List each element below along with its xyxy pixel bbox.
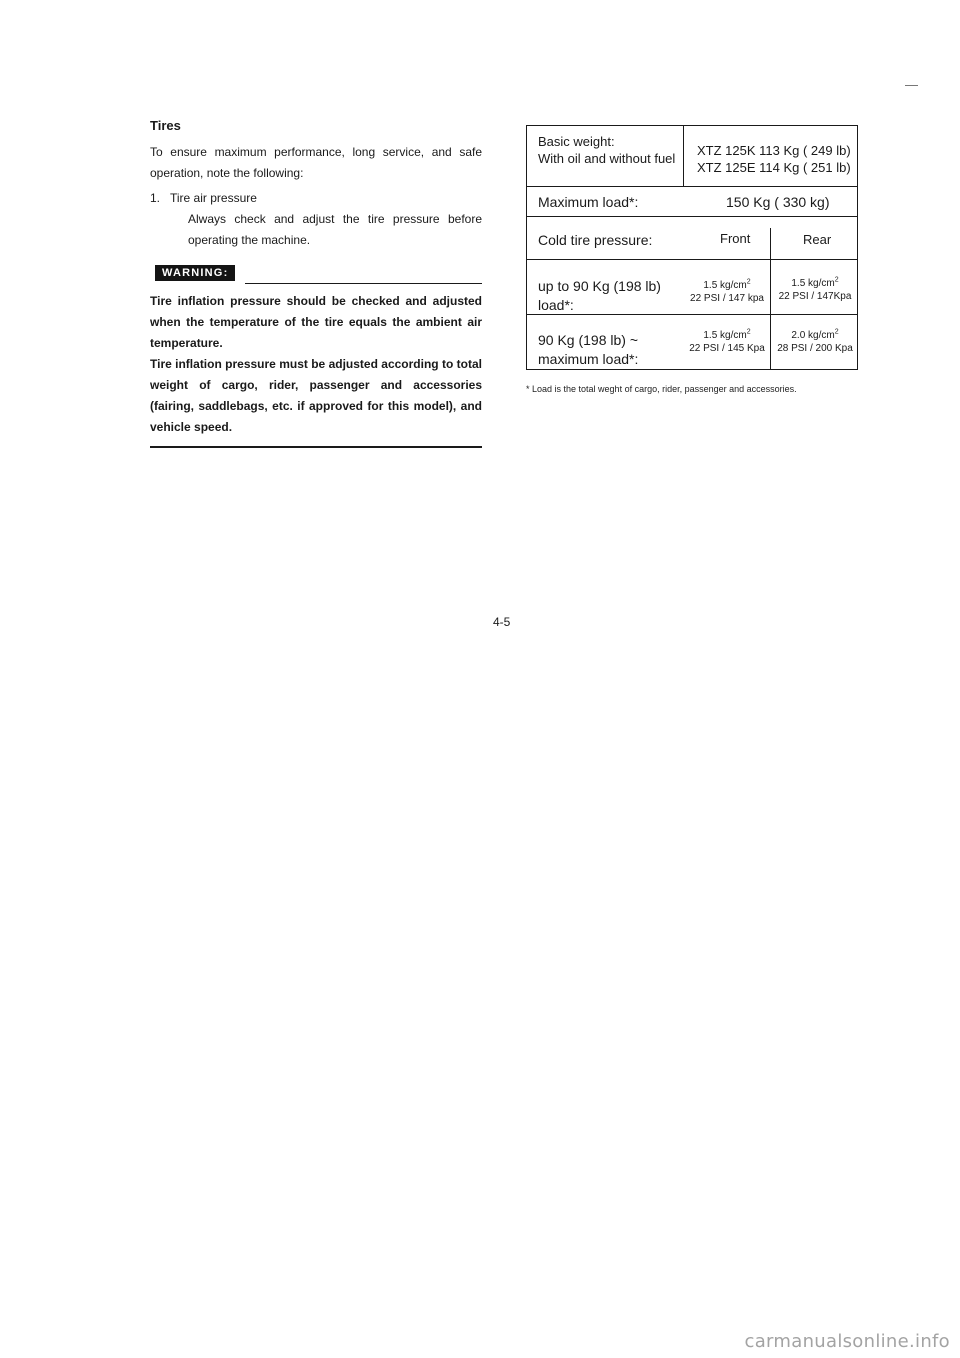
row2-label <box>538 331 638 369</box>
intro-paragraph: To ensure maximum performance, long service, and safe operation, note the following: <box>150 145 482 180</box>
warning-body <box>150 291 482 438</box>
table-divider <box>527 259 857 260</box>
basic-weight-label <box>538 133 675 167</box>
row2-front-value <box>684 329 770 355</box>
warning-label: WARNING: <box>155 265 235 281</box>
row1-rear-value <box>772 277 858 303</box>
max-load-value: 150 Kg ( 330 kg) <box>726 194 830 210</box>
table-divider <box>527 186 857 187</box>
front-header: Front <box>720 231 751 246</box>
row1-front-value <box>684 279 770 305</box>
warning-rule <box>245 283 482 284</box>
table-divider <box>527 216 857 217</box>
row2-rear-value <box>772 329 858 355</box>
table-footnote: * Load is the total weght of cargo, rider, passenger and accessories. <box>526 384 797 394</box>
row1-label-line-1: up to 90 Kg (198 lb) <box>538 278 661 294</box>
basic-weight-label-line-2: With oil and without fuel <box>538 151 676 166</box>
superscript: 2 <box>834 328 839 336</box>
cold-pressure-label: Cold tire pressure: <box>538 232 653 248</box>
rear-header: Rear <box>803 232 832 247</box>
warning-end-rule <box>150 446 482 448</box>
row1-rear-unit: 1.5 kg/cm <box>791 278 835 289</box>
tires-section <box>150 118 482 448</box>
section-title: Tires <box>150 118 181 133</box>
row2-rear-psi: 28 PSI / 200 Kpa <box>777 343 853 354</box>
row1-label <box>538 277 661 315</box>
list-item <box>150 188 482 209</box>
warning-line-2: Tire inflation pressure must be adjusted according to total weight of cargo, rider, passenger and accessories (fairing, saddlebags, etc. if approved for this model), and vehicle speed. <box>150 357 482 434</box>
superscript: 2 <box>746 278 751 286</box>
row2-rear-unit: 2.0 kg/cm <box>791 330 835 341</box>
watermark-logo: carmanualsonline.info <box>744 1331 950 1352</box>
warning-line-1: Tire inflation pressure should be checked and adjusted when the temperature of the tire equals the ambient air temperature. <box>150 294 482 350</box>
max-load-label: Maximum load*: <box>538 194 639 210</box>
row1-front-psi: 22 PSI / 147 kpa <box>690 293 764 304</box>
row2-label-line-1: 90 Kg (198 lb) ~ <box>538 332 639 348</box>
table-divider <box>683 126 684 186</box>
basic-weight-value-line-1: XTZ 125K 113 Kg ( 249 lb) <box>697 143 851 158</box>
basic-weight-value <box>697 142 851 176</box>
warning-header <box>150 263 482 285</box>
row2-front-unit: 1.5 kg/cm <box>703 330 747 341</box>
row1-front-unit: 1.5 kg/cm <box>703 280 747 291</box>
row1-rear-psi: 22 PSI / 147Kpa <box>778 291 852 302</box>
list-item-text: Always check and adjust the tire pressure before operating the machine. <box>188 212 482 247</box>
corner-dash <box>905 85 918 86</box>
row2-label-line-2: maximum load*: <box>538 351 639 367</box>
superscript: 2 <box>746 328 751 336</box>
list-number: 1. <box>150 191 161 205</box>
basic-weight-value-line-2: XTZ 125E 114 Kg ( 251 lb) <box>697 160 851 175</box>
tire-spec-table <box>526 125 858 370</box>
list-item-title: Tire air pressure <box>170 191 257 205</box>
table-divider <box>770 228 771 370</box>
row1-label-line-2: load*: <box>538 297 574 313</box>
page-number: 4-5 <box>493 615 511 629</box>
superscript: 2 <box>834 276 839 284</box>
basic-weight-label-line-1: Basic weight: <box>538 134 615 149</box>
row2-front-psi: 22 PSI / 145 Kpa <box>689 343 765 354</box>
